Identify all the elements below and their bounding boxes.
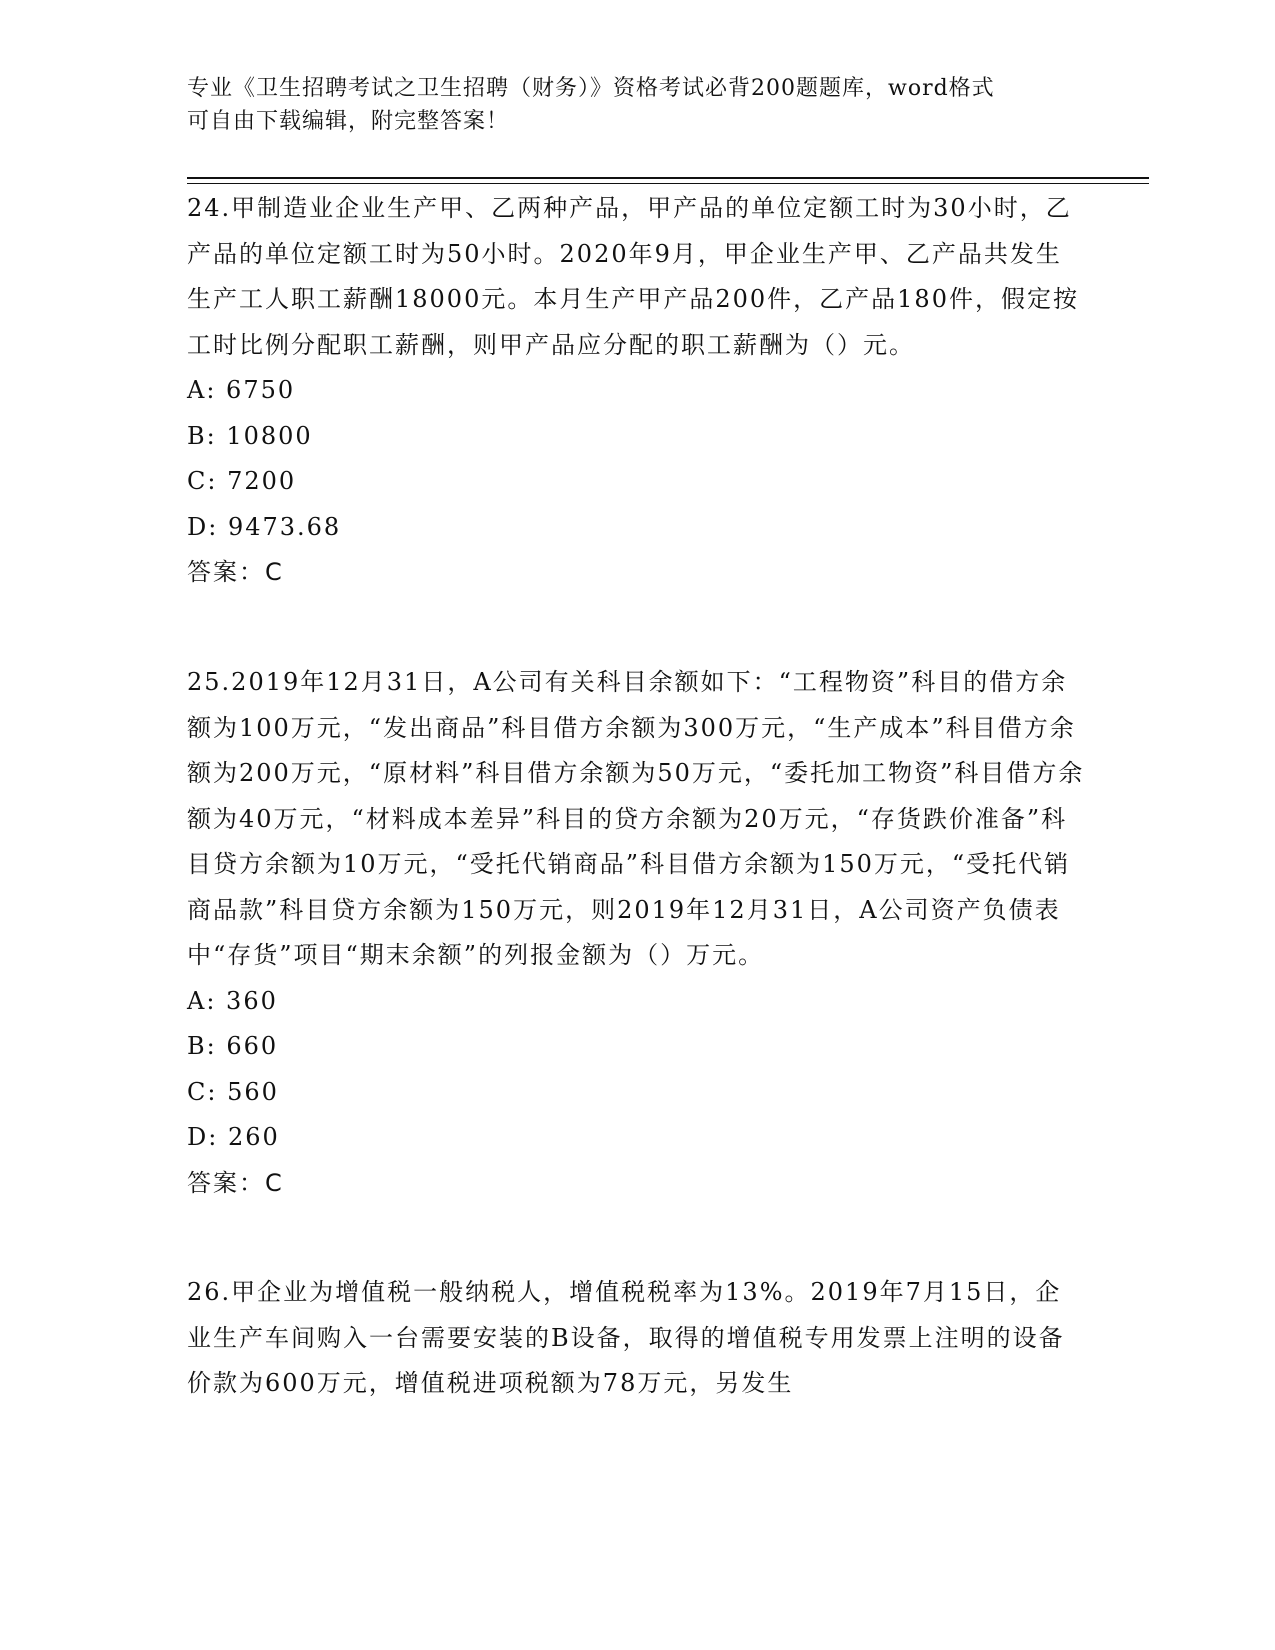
header-line-2: 可自由下载编辑，附完整答案！ xyxy=(187,109,510,134)
answer-label: 答案： xyxy=(187,558,265,586)
header-divider-thin xyxy=(187,183,1149,184)
question-25 xyxy=(187,660,1087,1206)
question-text: 25.2019年12月31日，A公司有关科目余额如下：“工程物资”科目的借方余额为100万元，“发出商品”科目借方余额为300万元，“生产成本”科目借方余额为200万元，“原材料”科目借方余额为50万元，“委托加工物资”科目借方余额为40万元，“材料成本差异”科目的贷方余额为20万元，“存货跌价准备”科目贷方余额为10万元，“受托代销商品”科目借方余额为150万元，“受托代销商品款”科目贷方余额为150万元，则2019年12月31日，A公司资产负债表中“存货”项目“期末余额”的列报金额为（）万元。 xyxy=(187,668,1085,969)
option-d: D: 9473.68 xyxy=(187,512,342,541)
option-b: B: 660 xyxy=(187,1032,279,1060)
question-26 xyxy=(187,1270,1087,1407)
option-b: B: 10800 xyxy=(187,421,313,450)
option-a: A: 6750 xyxy=(187,376,296,404)
document-header xyxy=(187,72,1087,138)
option-d: D: 260 xyxy=(187,1123,280,1151)
header-divider-thick xyxy=(187,177,1149,179)
header-line-1: 专业《卫生招聘考试之卫生招聘（财务）》资格考试必背200题题库，word格式 xyxy=(187,76,995,101)
answer-line xyxy=(187,550,1087,596)
answer-line xyxy=(187,1161,1087,1207)
question-24 xyxy=(187,186,1087,596)
answer-value: C xyxy=(265,558,284,586)
answer-label: 答案： xyxy=(187,1168,265,1197)
option-a: A: 360 xyxy=(187,986,278,1015)
answer-value: C xyxy=(265,1168,284,1197)
option-c: C: 560 xyxy=(187,1077,279,1106)
question-text: 26.甲企业为增值税一般纳税人，增值税税率为13%。2019年7月15日，企业生产车间购入一台需要安装的B设备，取得的增值税专用发票上注明的设备价款为600万元，增值税进项税额为78万元，另发生 xyxy=(187,1278,1065,1397)
question-text: 24.甲制造业企业生产甲、乙两种产品，甲产品的单位定额工时为30小时，乙产品的单位定额工时为50小时。2020年9月，甲企业生产甲、乙产品共发生生产工人职工薪酬18000元。本月生产甲产品200件，乙产品180件，假定按工时比例分配职工薪酬，则甲产品应分配的职工薪酬为（）元。 xyxy=(187,194,1079,359)
option-c: C: 7200 xyxy=(187,467,297,495)
